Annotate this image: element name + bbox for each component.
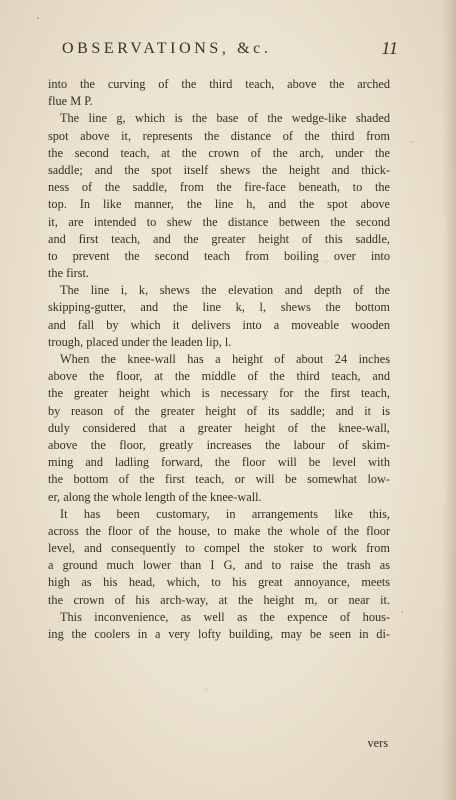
text-line: The line i, k, shews the elevation and depth of the xyxy=(60,283,390,298)
text-line: the crown of his arch-way, at the height m, or near it. xyxy=(48,592,390,607)
text-line: skipping-gutter, and the line k, l, shews the bottom xyxy=(48,300,390,315)
text-line: trough, placed under the leaden lip, l. xyxy=(48,334,232,349)
text-line: The line g, which is the base of the wedge-like shaded xyxy=(60,111,390,126)
text-line: It has been customary, in arrangements like this, xyxy=(60,506,390,521)
body-text xyxy=(48,76,390,643)
text-line: high as his head, which, to his great annoyance, meets xyxy=(48,575,390,590)
text-line: top. In like manner, the line h, and the spot above xyxy=(48,197,390,212)
text-line: the first. xyxy=(48,266,89,281)
text-line: above the floor, at the middle of the third teach, and xyxy=(48,369,390,384)
text-line: across the floor of the house, to make the whole of the floor xyxy=(48,523,390,538)
text-line: spot above it, represents the distance of the third from xyxy=(48,128,390,143)
text-line: flue M P. xyxy=(48,94,93,109)
text-line: level, and consequently to compel the stoker to work from xyxy=(48,541,390,556)
page-edge-shadow xyxy=(442,0,456,800)
text-line: ming and ladling forward, the floor will be level with xyxy=(48,455,390,470)
text-line: the second teach, at the crown of the arch, under the xyxy=(48,145,390,160)
text-line: and first teach, and the greater height of this saddle, xyxy=(48,231,390,246)
text-line: ing the coolers in a very lofty building, may be seen in di- xyxy=(48,627,390,641)
text-line: a ground much lower than I G, and to raise the trash as xyxy=(48,558,390,573)
text-line: to prevent the second teach from boiling over into xyxy=(48,248,390,263)
text-line: above the floor, greatly increases the labour of skim- xyxy=(48,437,390,452)
text-line: This inconvenience, as well as the expence of hous- xyxy=(60,609,390,624)
page-header xyxy=(62,38,398,66)
text-line: and fall by which it delivers into a moveable wooden xyxy=(48,317,390,332)
text-line: the greater height which is necessary for the first teach, xyxy=(48,386,390,401)
text-line: by reason of the greater height of its saddle; and it is xyxy=(48,403,390,418)
text-line: it, are intended to shew the distance between the second xyxy=(48,214,390,229)
catchword: vers xyxy=(367,736,388,750)
text-line: into the curving of the third teach, above the arched xyxy=(48,77,390,91)
page-number: 11 xyxy=(381,38,398,58)
text-line: er, along the whole length of the knee-wall. xyxy=(48,489,262,504)
text-line: the bottom of the first teach, or will be somewhat low- xyxy=(48,472,390,487)
text-line: duly considered that a greater height of the knee-wall, xyxy=(48,420,390,435)
text-line: When the knee-wall has a height of about 24 inches xyxy=(60,352,390,366)
running-head: OBSERVATIONS, &c. xyxy=(62,40,272,57)
text-line: saddle; and the spot itself shews the height and thick- xyxy=(48,162,390,177)
text-line: ness of the saddle, from the fire-face beneath, to the xyxy=(48,180,390,195)
